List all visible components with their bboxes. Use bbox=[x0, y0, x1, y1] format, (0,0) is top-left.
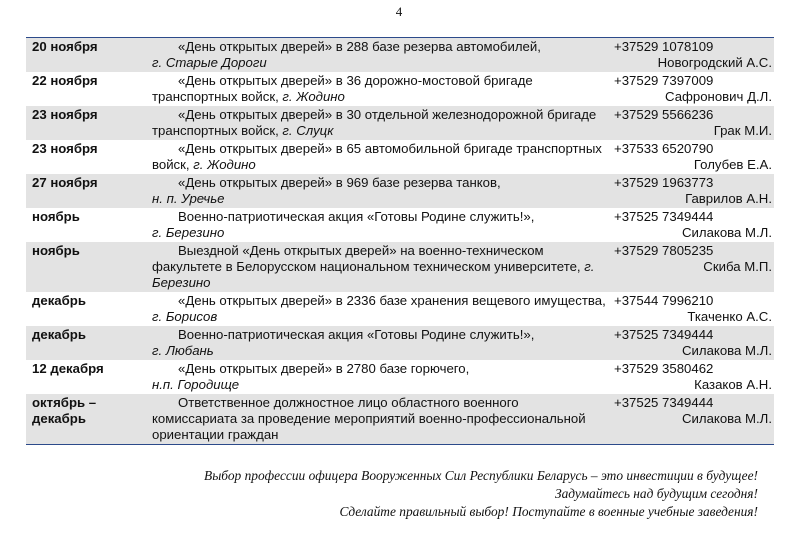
contact-phone: +37525 7349444 bbox=[614, 327, 714, 342]
contact bbox=[610, 209, 774, 241]
contact bbox=[610, 243, 774, 291]
event-description bbox=[152, 327, 610, 359]
event-text: «День открытых дверей» в 2336 базе хранения вещевого имущества, bbox=[178, 293, 606, 308]
event-text: Военно-патриотическая акция «Готовы Родине служить!», bbox=[178, 209, 535, 224]
event-place: г. Борисов bbox=[152, 309, 218, 324]
event-description bbox=[152, 361, 610, 393]
contact bbox=[610, 39, 774, 71]
event-description bbox=[152, 175, 610, 207]
contact-phone: +37544 7996210 bbox=[614, 293, 714, 308]
event-place: н. п. Уречье bbox=[152, 191, 225, 206]
contact bbox=[610, 327, 774, 359]
event-place: г. Слуцк bbox=[282, 123, 334, 138]
contact-person: Сафронович Д.Л. bbox=[665, 89, 772, 104]
event-text: «День открытых дверей» в 969 базе резерва танков, bbox=[178, 175, 501, 190]
event-date: декабрь bbox=[32, 293, 86, 308]
closing-message bbox=[204, 467, 758, 521]
contact bbox=[610, 141, 774, 173]
contact bbox=[610, 73, 774, 105]
event-place: г. Старые Дороги bbox=[152, 55, 267, 70]
event-date: 12 декабря bbox=[32, 361, 104, 376]
event-date: 27 ноября bbox=[32, 175, 98, 190]
contact-phone: +37529 1078109 bbox=[614, 39, 714, 54]
event-date: 22 ноября bbox=[32, 73, 98, 88]
contact-person: Голубев Е.А. bbox=[693, 157, 772, 172]
event-place: г. Жодино bbox=[282, 89, 345, 104]
event-date: ноябрь bbox=[32, 243, 80, 258]
contact bbox=[610, 107, 774, 139]
table-row bbox=[26, 208, 774, 242]
event-place: г. Любань bbox=[152, 343, 214, 358]
table-row bbox=[26, 360, 774, 394]
contact bbox=[610, 361, 774, 393]
closing-line: Задумайтесь над будущим сегодня! bbox=[554, 486, 758, 501]
table-row bbox=[26, 292, 774, 326]
event-date: 20 ноября bbox=[32, 39, 98, 54]
page-number: 4 bbox=[395, 4, 403, 19]
contact-person: Скиба М.П. bbox=[703, 259, 772, 274]
event-description bbox=[152, 293, 610, 325]
contact-person: Гаврилов А.Н. bbox=[685, 191, 772, 206]
event-description bbox=[152, 107, 610, 139]
table-row bbox=[26, 394, 774, 444]
event-text: «День открытых дверей» в 30 отдельной железнодорожной бригаде транспортных войск, bbox=[152, 107, 597, 138]
event-text: «День открытых дверей» в 2780 базе горючего, bbox=[178, 361, 470, 376]
contact bbox=[610, 293, 774, 325]
event-text: «День открытых дверей» в 65 автомобильной бригаде транспортных войск, bbox=[152, 141, 602, 172]
event-date: октябрь – декабрь bbox=[32, 395, 97, 426]
table-row bbox=[26, 242, 774, 292]
contact-person: Силакова М.Л. bbox=[682, 343, 772, 358]
event-description bbox=[152, 395, 610, 443]
event-description bbox=[152, 243, 610, 291]
events-table bbox=[26, 37, 774, 445]
event-date: 23 ноября bbox=[32, 141, 98, 156]
contact-person: Новогродский А.С. bbox=[657, 55, 772, 70]
closing-line: Выбор профессии офицера Вооруженных Сил Республики Беларусь – это инвестиции в будущее! bbox=[204, 468, 758, 483]
contact bbox=[610, 175, 774, 207]
table-row bbox=[26, 106, 774, 140]
event-text: Ответственное должностное лицо областного военного комиссариата за проведение мероприятий военно-профессиональной ориентации граждан bbox=[152, 395, 586, 442]
contact-person: Ткаченко А.С. bbox=[687, 309, 772, 324]
event-description bbox=[152, 39, 610, 71]
contact-person: Силакова М.Л. bbox=[682, 411, 772, 426]
event-place: г. Березино bbox=[152, 259, 595, 290]
event-text: Выездной «День открытых дверей» на военно-техническом факультете в Белорусском национальном техническом университете, bbox=[152, 243, 581, 274]
table-row bbox=[26, 140, 774, 174]
event-text: «День открытых дверей» в 36 дорожно-мостовой бригаде транспортных войск, bbox=[152, 73, 533, 104]
event-description bbox=[152, 209, 610, 241]
contact-phone: +37525 7349444 bbox=[614, 209, 714, 224]
contact-phone: +37533 6520790 bbox=[614, 141, 714, 156]
table-row bbox=[26, 174, 774, 208]
event-place: н.п. Городище bbox=[152, 377, 240, 392]
event-place: г. Жодино bbox=[193, 157, 256, 172]
table-row bbox=[26, 38, 774, 72]
event-date: 23 ноября bbox=[32, 107, 98, 122]
contact-phone: +37529 1963773 bbox=[614, 175, 714, 190]
event-date: декабрь bbox=[32, 327, 86, 342]
contact-phone: +37529 7805235 bbox=[614, 243, 714, 258]
contact-person: Казаков А.Н. bbox=[694, 377, 772, 392]
contact-phone: +37529 5566236 bbox=[614, 107, 714, 122]
event-text: Военно-патриотическая акция «Готовы Родине служить!», bbox=[178, 327, 535, 342]
event-place: г. Березино bbox=[152, 225, 225, 240]
contact-person: Силакова М.Л. bbox=[682, 225, 772, 240]
contact-person: Грак М.И. bbox=[713, 123, 772, 138]
contact-phone: +37525 7349444 bbox=[614, 395, 714, 410]
table-row bbox=[26, 72, 774, 106]
event-text: «День открытых дверей» в 288 базе резерва автомобилей, bbox=[178, 39, 541, 54]
event-description bbox=[152, 141, 610, 173]
contact-phone: +37529 7397009 bbox=[614, 73, 714, 88]
event-date: ноябрь bbox=[32, 209, 80, 224]
table-row bbox=[26, 326, 774, 360]
contact bbox=[610, 395, 774, 443]
contact-phone: +37529 3580462 bbox=[614, 361, 714, 376]
closing-line: Сделайте правильный выбор! Поступайте в военные учебные заведения! bbox=[339, 504, 758, 519]
event-description bbox=[152, 73, 610, 105]
